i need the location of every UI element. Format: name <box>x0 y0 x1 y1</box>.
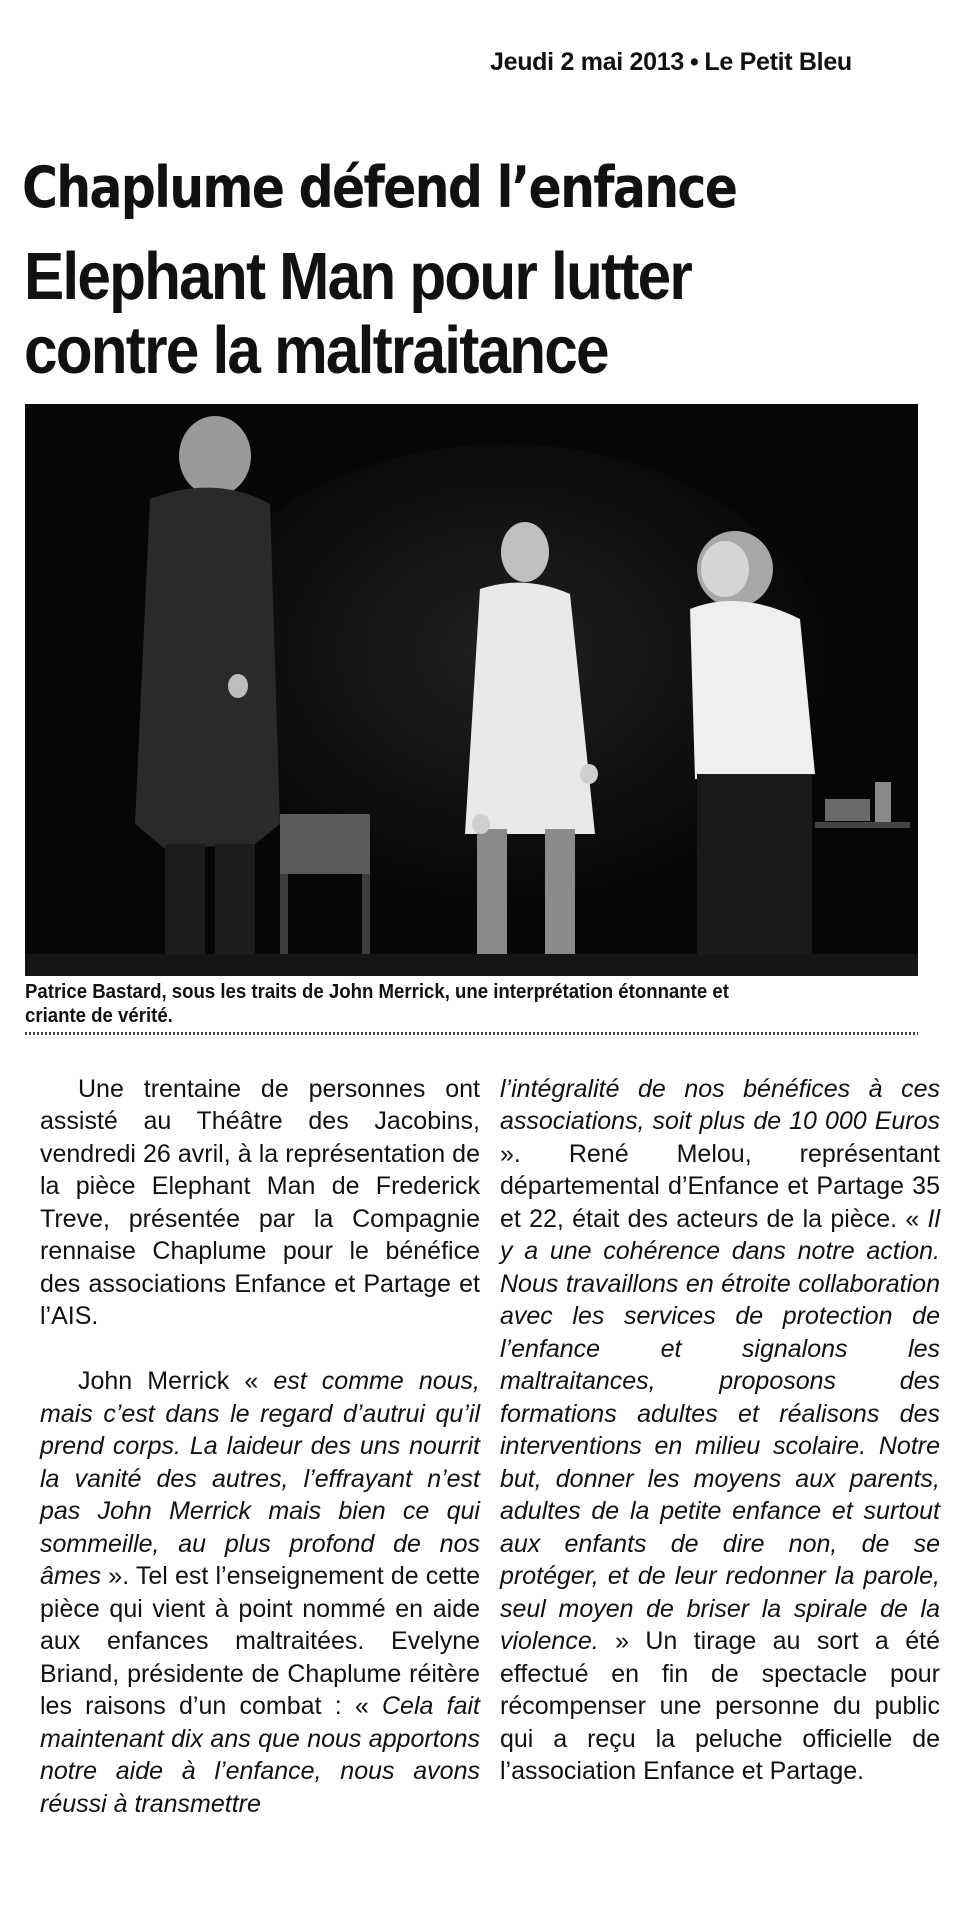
header-separator: • <box>689 48 699 76</box>
article-column-left <box>40 1040 480 1853</box>
publication-name: Le Petit Bleu <box>704 48 852 76</box>
quote-melou: Il y a une cohérence dans notre action. Nous travaillons en étroite collaboration avec les services de protection de l’enfance et signalons les maltraitances, proposons des formations adultes et réalisons des interventions en milieu scolaire. Notre but, donner les moyens aux parents, adultes de la petite enfance et surtout aux enfants de dire non, de se protéger, et de leur redonner la parole, seul moyen de briser la spirale de la violence. <box>500 1204 940 1655</box>
photo-caption <box>25 980 862 1028</box>
article-column-right <box>500 1040 940 1820</box>
paragraph-3 <box>500 1073 940 1788</box>
stage-photo-illustration <box>25 404 918 976</box>
paragraph-1: Une trentaine de personnes ont assisté au Théâtre des Jacobins, vendredi 26 avril, à la représentation de la pièce Elephant Man de Frederick Treve, présentée par la Compagnie rennaise Chaplume pour le bénéfice des associations Enfance et Partage et l’AIS. <box>40 1074 480 1330</box>
headline-line-1: Elephant Man pour lutter <box>24 239 692 314</box>
article-headline <box>24 240 861 388</box>
paragraph-3-body: ». René Melou, représentant départemental d’Enfance et Partage 35 et 22, était des acteurs de la pièce. « <box>500 1139 940 1233</box>
quote-briand: Cela fait maintenant dix ans que nous apportons notre aide à l’enfance, nous avons réussi à transmettre <box>40 1692 480 1818</box>
quote-briand-end: l’intégralité de nos bénéfices à ces associations, soit plus de 10 000 Euros <box>500 1074 940 1135</box>
caption-divider <box>25 1032 918 1035</box>
issue-date: Jeudi 2 mai 2013 <box>490 48 684 76</box>
headline-line-2: contre la maltraitance <box>24 313 608 388</box>
caption-line-2: criante de vérité. <box>25 1005 173 1027</box>
caption-line-1: Patrice Bastard, sous les traits de John Merrick, une interprétation étonnante et <box>25 981 729 1003</box>
stage-photo <box>25 404 918 976</box>
paragraph-3-end: » Un tirage au sort a été effectué en fin de spectacle pour récompenser une personne du public qui a reçu la peluche officielle de l’association Enfance et Partage. <box>500 1627 940 1785</box>
paragraph-2-body: ». Tel est l’enseignement de cette pièce qui vient à point nommé en aide aux enfances maltraitées. Evelyne Briand, présidente de Chaplume réitère les raisons d’un combat : « <box>40 1562 480 1720</box>
paragraph-2 <box>40 1365 480 1820</box>
paragraph-2-lead: John Merrick « <box>78 1367 274 1395</box>
quote-merrick: est comme nous, mais c’est dans le regard d’autrui qu’il prend corps. La laideur des uns nourrit la vanité des autres, l’effrayant n’est pas John Merrick mais bien ce qui sommeille, au plus profond de nos âmes <box>40 1367 481 1590</box>
page-header <box>490 48 910 84</box>
article-kicker: Chaplume défend l’enfance <box>22 155 737 221</box>
